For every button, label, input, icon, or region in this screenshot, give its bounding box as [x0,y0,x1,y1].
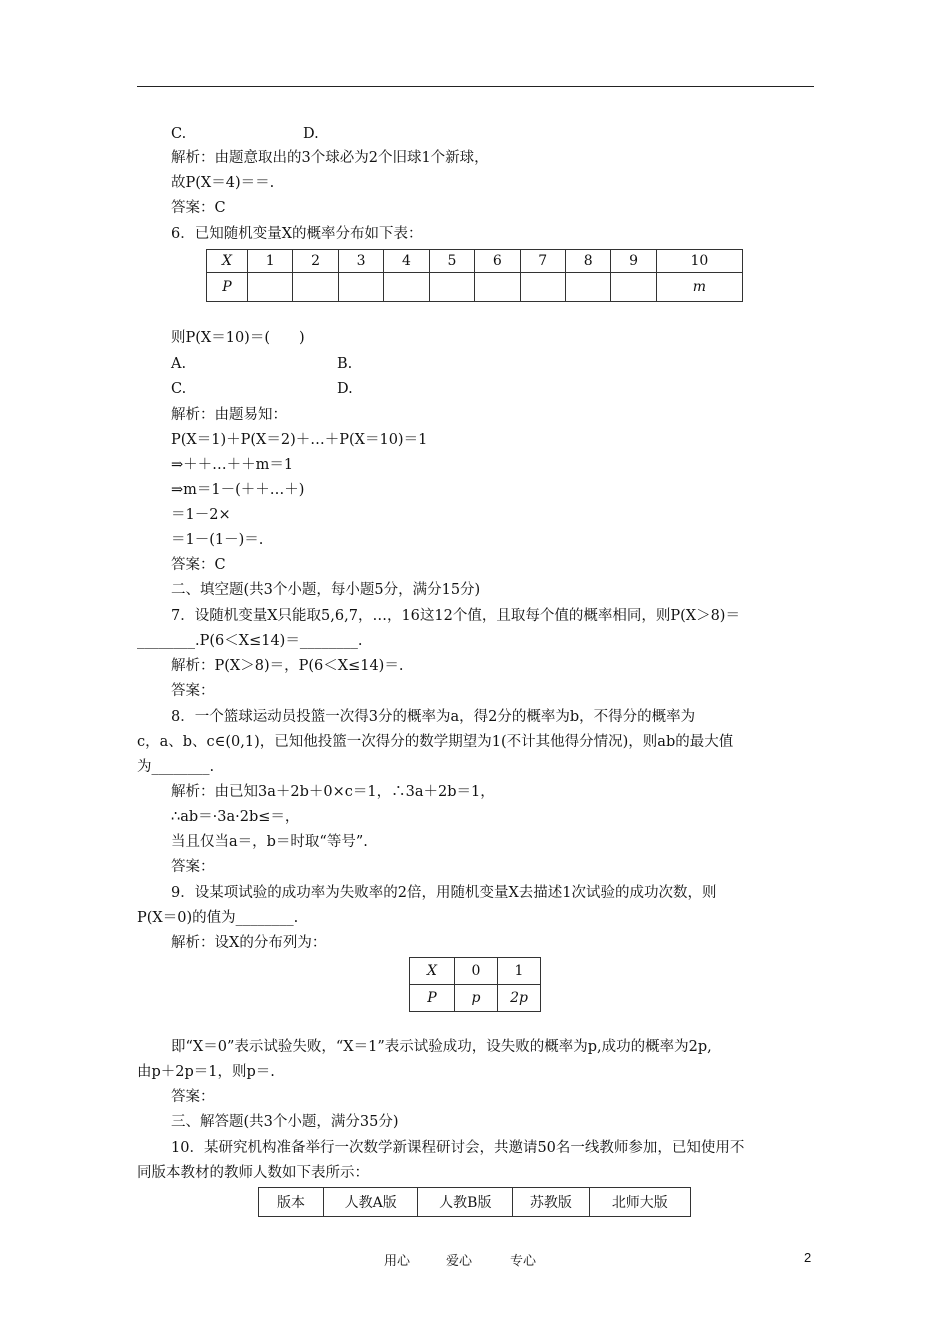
footer-text-2: 爱心 [446,1254,473,1269]
q6-option-b: B. [337,356,353,372]
q8-answer: 答案： [171,859,215,875]
table-cell: X [410,958,455,985]
table-row [259,1188,691,1217]
table-cell [293,273,338,302]
q9-analysis-2: 即“X＝0”表示试验失败，“X＝1”表示试验成功，设失败的概率为p,成功的概率为2p, [171,1039,712,1055]
q6-analysis-3: ⇒＋＋…＋＋m＝1 [171,457,294,473]
q8-analysis-3: 当且仅当a＝，b＝时取“等号”. [171,834,368,850]
q9-distribution-table [409,957,541,1012]
q6-distribution-table [206,249,743,302]
table-cell: 7 [520,250,565,273]
table-cell: 10 [656,250,742,273]
table-cell: 人教B版 [418,1188,513,1217]
q6-option-d: D. [337,381,353,397]
header-rule [137,86,814,87]
table-cell: 苏教版 [513,1188,589,1217]
table-row [207,273,743,302]
table-cell [338,273,383,302]
table-row [207,250,743,273]
table-cell: 6 [475,250,520,273]
table-cell: p [455,985,498,1012]
q9-text: 9．设某项试验的成功率为失败率的2倍，用随机变量X去描述1次试验的成功次数，则 [171,885,717,901]
table-cell: 1 [498,958,541,985]
q6-answer: 答案：C [171,557,226,573]
table-cell: 0 [455,958,498,985]
table-cell: 3 [338,250,383,273]
q7-analysis: 解析：P(X＞8)＝，P(6＜X≤14)＝. [171,658,404,674]
q7-text-2: ________.P(6＜X≤14)＝________. [137,633,363,649]
q9-text-2: P(X＝0)的值为________. [137,910,299,926]
q6-analysis-4: ⇒m＝1－(＋＋…＋) [171,482,305,498]
table-cell: P [207,273,248,302]
q9-analysis-3: 由p＋2p＝1，则p＝. [137,1064,275,1080]
q6-option-a: A. [171,356,187,372]
q7-answer: 答案： [171,683,215,699]
table-cell: X [207,250,248,273]
section-fill-in-heading: 二、填空题(共3个小题，每小题5分，满分15分) [171,582,481,598]
table-cell [565,273,610,302]
q5-analysis: 解析：由题意取出的3个球必为2个旧球1个新球， [171,150,489,166]
q7-text: 7．设随机变量X只能取5,6,7，…，16这12个值，且取每个值的概率相同，则P(X＞8)＝ [171,608,740,624]
table-cell [248,273,293,302]
q6-option-c: C. [171,381,187,397]
q10-text: 10．某研究机构准备举行一次数学新课程研讨会，共邀请50名一线教师参加，已知使用不 [171,1140,745,1156]
q10-version-table [258,1187,691,1217]
q6-text: 6．已知随机变量X的概率分布如下表： [171,226,423,242]
table-cell: 版本 [259,1188,324,1217]
table-cell: 2p [498,985,541,1012]
footer-text-3: 专心 [510,1254,537,1269]
q10-text-2: 同版本教材的教师人数如下表所示： [137,1165,369,1181]
q8-analysis-2: ∴ab＝·3a·2b≤＝， [171,809,300,825]
page-number: 2 [804,1250,812,1265]
table-cell: P [410,985,455,1012]
table-cell: 人教A版 [324,1188,418,1217]
q8-text-3: 为________. [137,759,215,775]
table-cell: 5 [429,250,474,273]
table-cell [611,273,656,302]
table-cell: 2 [293,250,338,273]
table-cell: 8 [565,250,610,273]
q8-text: 8．一个篮球运动员投篮一次得3分的概率为a，得2分的概率为b，不得分的概率为 [171,709,696,725]
q6-question: 则P(X＝10)＝( ) [171,330,305,346]
table-row [410,958,541,985]
table-cell: 1 [248,250,293,273]
table-cell [475,273,520,302]
section-solve-heading: 三、解答题(共3个小题，满分35分) [171,1114,399,1130]
table-cell: 9 [611,250,656,273]
table-cell [520,273,565,302]
q9-analysis: 解析：设X的分布列为： [171,935,327,951]
table-row [410,985,541,1012]
q8-text-2: c，a、b、c∈(0,1)，已知他投篮一次得分的数学期望为1(不计其他得分情况)，则ab的最大值 [137,734,734,750]
q5-answer: 答案：C [171,200,226,216]
q9-answer: 答案： [171,1089,215,1105]
q6-analysis-5: ＝1－2× [171,507,231,523]
q6-analysis: 解析：由题易知： [171,407,287,423]
table-cell: m [656,273,742,302]
q5-option-d: D. [303,126,319,142]
q5-option-c: C. [171,126,187,142]
table-cell: 4 [384,250,429,273]
q6-analysis-6: ＝1－(1－)＝. [171,532,264,548]
table-cell [429,273,474,302]
q6-analysis-2: P(X＝1)＋P(X＝2)＋…＋P(X＝10)＝1 [171,432,428,448]
table-cell: 北师大版 [589,1188,690,1217]
footer-text-1: 用心 [384,1254,411,1269]
q5-analysis-2: 故P(X＝4)＝＝. [171,175,275,191]
table-cell [384,273,429,302]
q8-analysis: 解析：由已知3a＋2b＋0×c＝1，∴3a＋2b＝1， [171,784,495,800]
